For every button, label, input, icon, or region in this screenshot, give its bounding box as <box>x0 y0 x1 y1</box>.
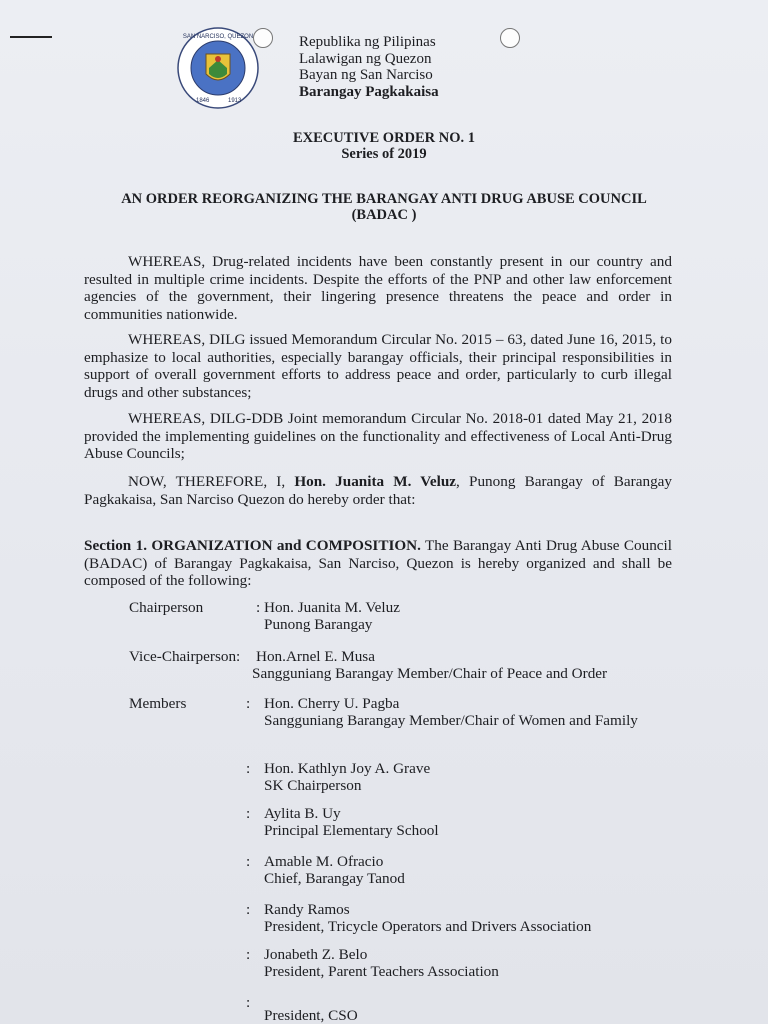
letterhead-line: Bayan ng San Narciso <box>299 67 433 83</box>
seal-year-right: 1913 <box>228 98 242 104</box>
now-therefore-paragraph <box>84 473 672 508</box>
member-colon: : <box>246 805 251 822</box>
punch-hole-right <box>500 28 520 48</box>
vice-name: Hon.Arnel E. Musa <box>256 648 375 665</box>
vice-label: Vice-Chairperson: <box>129 648 241 665</box>
seal-year-left: 1846 <box>196 98 210 104</box>
punong-barangay-name: Hon. Juanita M. Veluz <box>294 473 457 490</box>
letterhead <box>299 34 439 100</box>
member-name: Aylita B. Uy <box>264 805 341 822</box>
members-label: Members <box>129 695 187 712</box>
member-colon: : <box>246 901 251 918</box>
chair-label: Chairperson <box>129 599 204 616</box>
order-title-line1: AN ORDER REORGANIZING THE BARANGAY ANTI DRUG ABUSE COUNCIL <box>121 191 647 207</box>
member-colon: : <box>246 760 251 777</box>
whereas-text: WHEREAS, DILG issued Memorandum Circular No. 2015 – 63, dated June 16, 2015, to emphasize to local authorities, especially barangay officials, their principal responsibilities in support of overall government efforts to address peace and order, particularly to curb illegal drugs and other substances; <box>84 331 672 401</box>
municipal-seal-icon <box>176 26 260 110</box>
now-therefore-prefix: NOW, THEREFORE, I, <box>128 473 295 490</box>
whereas-paragraph <box>84 253 672 323</box>
order-number: EXECUTIVE ORDER NO. 1 <box>292 130 476 146</box>
order-title-line2: (BADAC ) <box>351 207 417 223</box>
letterhead-line: Lalawigan ng Quezon <box>299 50 432 67</box>
pen-mark <box>10 36 52 38</box>
vice-role: Sangguniang Barangay Member/Chair of Peace and Order <box>252 665 608 682</box>
member-colon: : <box>246 994 251 1011</box>
chair-colon: : <box>256 599 261 616</box>
letterhead-barangay: Barangay Pagkakaisa <box>299 83 439 100</box>
whereas-paragraph <box>84 410 672 463</box>
member-name: Jonabeth Z. Belo <box>264 946 368 963</box>
letterhead-line: Republika ng Pilipinas <box>299 34 436 50</box>
whereas-text: WHEREAS, Drug-related incidents have been constantly present in our country and resulted in multiple crime incidents. Despite the efforts of the PNP and other law enforcement agencies of the government, their lingering presence threatens the peace and order in communities nationwide. <box>84 253 672 323</box>
section1-paragraph <box>84 537 672 590</box>
member-role: Sangguniang Barangay Member/Chair of Women and Family <box>264 712 638 729</box>
member-role: President, CSO <box>264 1007 358 1024</box>
member-colon: : <box>246 946 251 963</box>
member-name: Amable M. Ofracio <box>264 853 384 870</box>
member-name: Randy Ramos <box>264 901 350 918</box>
order-series: Series of 2019 <box>341 146 427 162</box>
now-therefore-suffix: , Punong Barangay of Barangay Pagkakaisa, San Narciso Quezon do hereby order that: <box>84 473 672 508</box>
whereas-paragraph <box>84 331 672 401</box>
chair-name: Hon. Juanita M. Veluz <box>264 599 400 616</box>
member-role: SK Chairperson <box>264 777 362 794</box>
member-name: Hon. Kathlyn Joy A. Grave <box>264 760 431 777</box>
member-role: Principal Elementary School <box>264 822 439 839</box>
section1-text: The Barangay Anti Drug Abuse Council (BADAC) of Barangay Pagkakaisa, San Narciso, Quezon is hereby organized and shall be composed of the following: <box>84 537 672 589</box>
section1-heading: Section 1. ORGANIZATION and COMPOSITION. <box>84 537 421 554</box>
seal-top-text: SAN NARCISO, QUEZON <box>182 34 254 40</box>
whereas-text: WHEREAS, DILG-DDB Joint memorandum Circular No. 2018-01 dated May 21, 2018 provided the implementing guidelines on the functionality and effectiveness of Local Anti-Drug Abuse Councils; <box>84 410 672 462</box>
chair-role: Punong Barangay <box>264 616 373 633</box>
member-colon: : <box>246 695 251 712</box>
member-role: Chief, Barangay Tanod <box>264 870 405 887</box>
member-role: President, Parent Teachers Association <box>264 963 499 980</box>
member-role: President, Tricycle Operators and Drivers Association <box>264 918 592 935</box>
member-colon: : <box>246 853 251 870</box>
member-name: Hon. Cherry U. Pagba <box>264 695 400 712</box>
